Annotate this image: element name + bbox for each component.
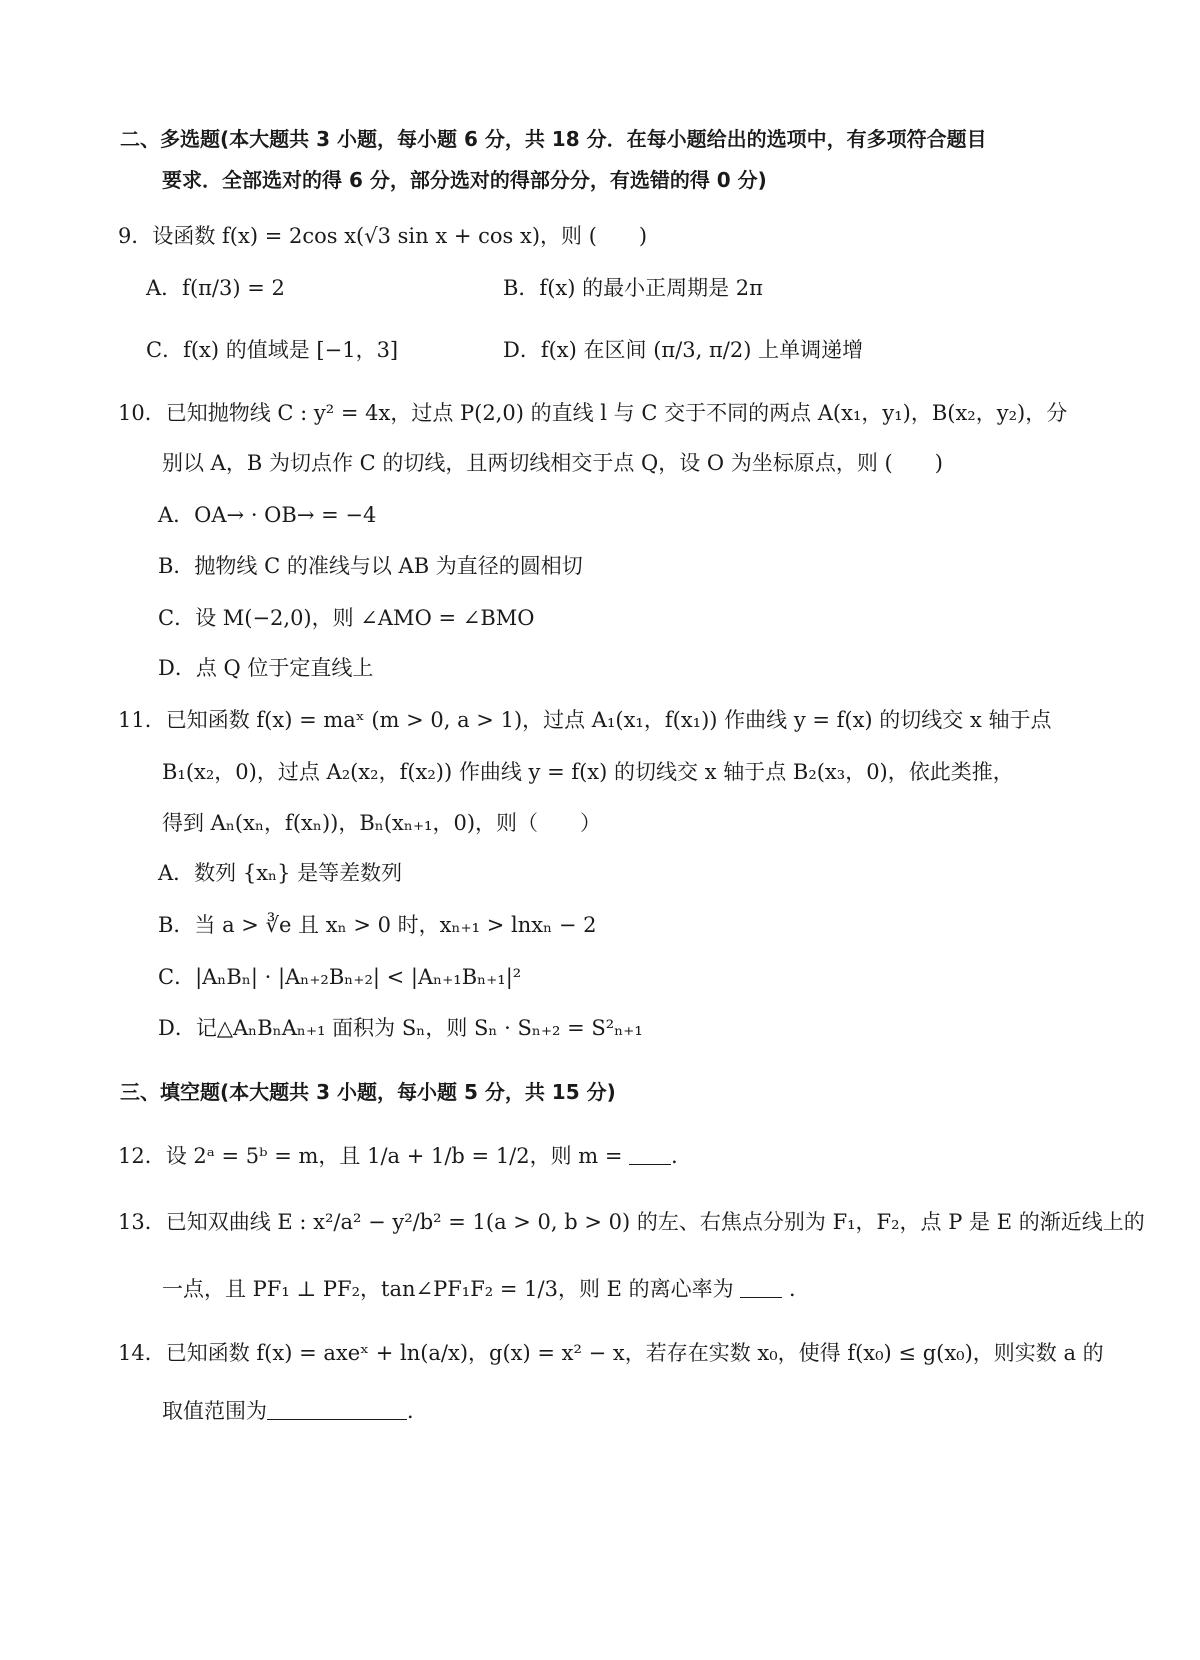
q13-text: 一点，且 PF₁ ⊥ PF₂，tan∠PF₁F₂ = 1/3，则 E 的离心率为 [162,1277,734,1301]
q9-option-b: B．f(x) 的最小正周期是 2π [503,276,763,300]
q12-stem [118,1141,692,1171]
q14-tail: ． [407,1399,428,1423]
q13-stem-line2 [162,1274,810,1304]
q12-text: 12．设 2ᵃ = 5ᵇ = m，且 1/a + 1/b = 1/2，则 m = [118,1144,623,1168]
q13-answer-blank[interactable] [740,1277,782,1298]
q10-option-a: A．OA→ · OB→ = −4 [158,503,377,527]
q10-option-c: C．设 M(−2,0)，则 ∠AMO = ∠BMO [158,606,535,630]
q10-stem-line1: 10．已知抛物线 C : y² = 4x，过点 P(2,0) 的直线 l 与 C 交于不同的两点 A(x₁，y₁)，B(x₂，y₂)，分 [118,401,1068,425]
q9-option-c: C．f(x) 的值域是 [−1，3] [146,338,399,362]
q11-option-c: C．|AₙBₙ| · |Aₙ₊₂Bₙ₊₂| < |Aₙ₊₁Bₙ₊₁|² [158,965,522,989]
q10-option-b: B．抛物线 C 的准线与以 AB 为直径的圆相切 [158,554,583,578]
q12-tail: ． [671,1144,693,1168]
q12-answer-blank[interactable] [629,1144,671,1165]
q13-stem-line1: 13．已知双曲线 E : x²/a² − y²/b² = 1(a > 0, b > 0) 的左、右焦点分别为 F₁，F₂，点 P 是 E 的渐近线上的 [118,1210,1145,1234]
q11-option-b: B．当 a > ∛e 且 xₙ > 0 时，xₙ₊₁ > lnxₙ − 2 [158,913,597,937]
q9-option-a: A．f(π/3) = 2 [146,276,285,300]
q11-option-d: D．记△AₙBₙAₙ₊₁ 面积为 Sₙ，则 Sₙ · Sₙ₊₂ = S²ₙ₊₁ [158,1016,643,1040]
section2-header-line2: 要求．全部选对的得 6 分，部分选对的得部分分，有选错的得 0 分) [162,168,767,192]
q10-option-d: D．点 Q 位于定直线上 [158,656,374,680]
q14-text: 取值范围为 [162,1399,267,1423]
section3-header: 三、填空题(本大题共 3 小题，每小题 5 分，共 15 分) [120,1080,616,1104]
q11-stem-line3: 得到 Aₙ(xₙ，f(xₙ))，Bₙ(xₙ₊₁，0)，则（ ） [162,811,602,835]
q13-tail: ． [789,1277,810,1301]
q11-stem-line1: 11．已知函数 f(x) = maˣ (m > 0, a > 1)，过点 A₁(x₁，f(x₁)) 作曲线 y = f(x) 的切线交 x 轴于点 [118,708,1052,732]
section2-header-line1: 二、多选题(本大题共 3 小题，每小题 6 分，共 18 分．在每小题给出的选项中，有多项符合题目 [120,127,987,151]
q14-stem-line2 [162,1396,428,1426]
q9-option-d: D．f(x) 在区间 (π/3, π/2) 上单调递增 [503,338,864,362]
q9-stem: 9．设函数 f(x) = 2cos x(√3 sin x + cos x)，则 ( ) [118,224,648,248]
q10-stem-line2: 别以 A，B 为切点作 C 的切线，且两切线相交于点 Q，设 O 为坐标原点，则 ( ) [162,451,943,475]
q11-option-a: A．数列 {xₙ} 是等差数列 [158,861,403,885]
q11-stem-line2: B₁(x₂，0)，过点 A₂(x₂，f(x₂)) 作曲线 y = f(x) 的切线交 x 轴于点 B₂(x₃，0)，依此类推， [162,760,1014,784]
q14-stem-line1: 14．已知函数 f(x) = axeˣ + ln(a/x)，g(x) = x² − x，若存在实数 x₀，使得 f(x₀) ≤ g(x₀)，则实数 a 的 [118,1341,1104,1365]
q14-answer-blank[interactable] [267,1399,407,1420]
